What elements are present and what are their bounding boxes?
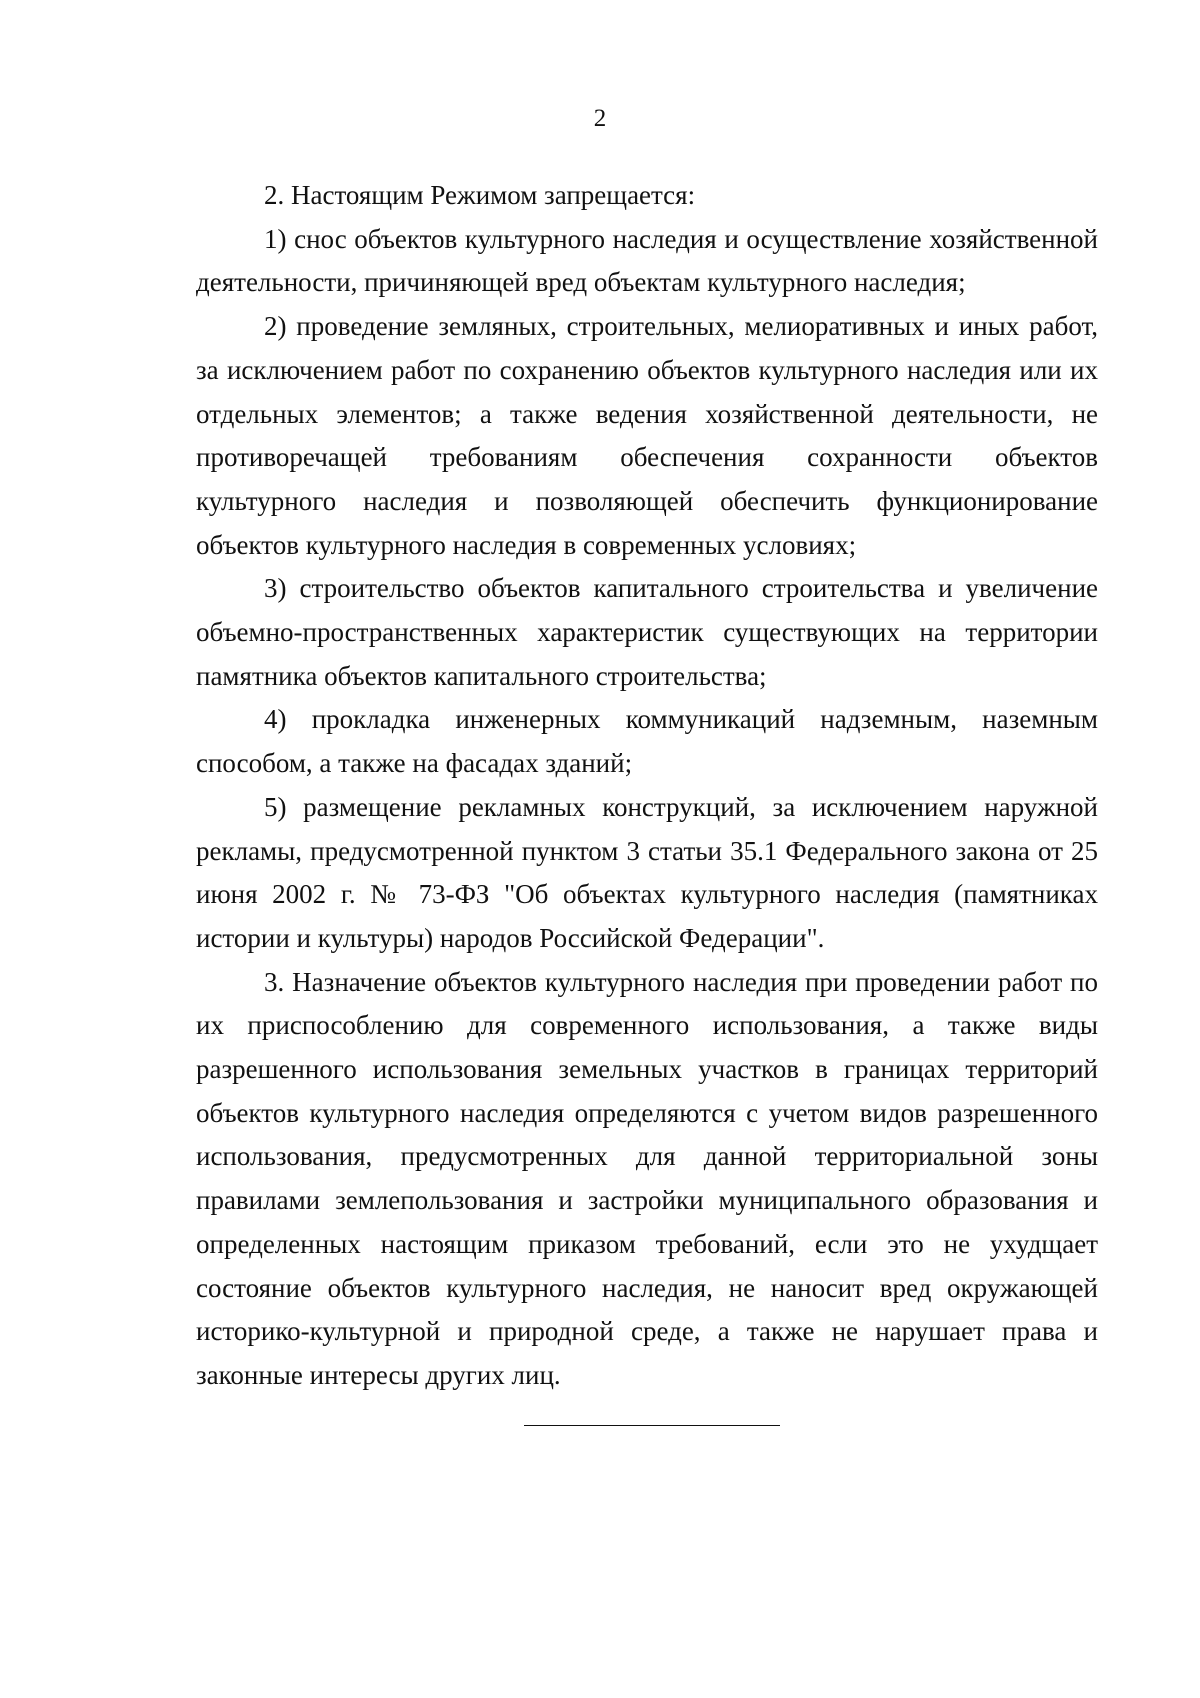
paragraph-item-1: 1) снос объектов культурного наследия и осуществление хозяйственной деятельности, причиняющей вред объектам культурного наследия; bbox=[196, 223, 1098, 298]
page-number: 2 bbox=[593, 105, 607, 132]
paragraph-prohibitions-heading: 2. Настоящим Режимом запрещается: bbox=[264, 180, 696, 210]
paragraph-item-5: 5) размещение рекламных конструкций, за исключением наружной рекламы, предусмотренной пунктом 3 статьи 35.1 Федерального закона от 25 июня 2002 г. № 73-ФЗ "Об объектах культурного наследия (памятниках истории и культуры) народов Российской Федерации". bbox=[196, 791, 1098, 953]
document-body bbox=[196, 174, 1098, 1398]
paragraph-item-3: 3) строительство объектов капитального строительства и увеличение объемно-пространственных характеристик существующих на территории памятника объектов капитального строительства; bbox=[196, 573, 1098, 691]
closing-divider-line bbox=[524, 1425, 780, 1426]
paragraph-section-3: 3. Назначение объектов культурного наследия при проведении работ по их приспособлению для современного использования, а также виды разрешенного использования земельных участков в границах территорий объектов культурного наследия определяются с учетом видов разрешенного использования, предусмотренных для данной территориальной зоны правилами землепользования и застройки муниципального образования и определенных настоящим приказом требований, если это не ухудщает состояние объектов культурного наследия, не наносит вред окружающей историко-культурной и природной среде, а также не нарушает права и законные интересы других лиц. bbox=[196, 966, 1098, 1390]
paragraph-item-4: 4) прокладка инженерных коммуникаций надземным, наземным способом, а также на фасадах зданий; bbox=[196, 704, 1098, 779]
paragraph-item-2: 2) проведение земляных, строительных, мелиоративных и иных работ, за исключением работ по сохранению объектов культурного наследия или их отдельных элементов; а также ведения хозяйственной деятельности, не противоречащей требованиям обеспечения сохранности объектов культурного наследия и позволяющей обеспечить функционирование объектов культурного наследия в современных условиях; bbox=[196, 311, 1098, 560]
